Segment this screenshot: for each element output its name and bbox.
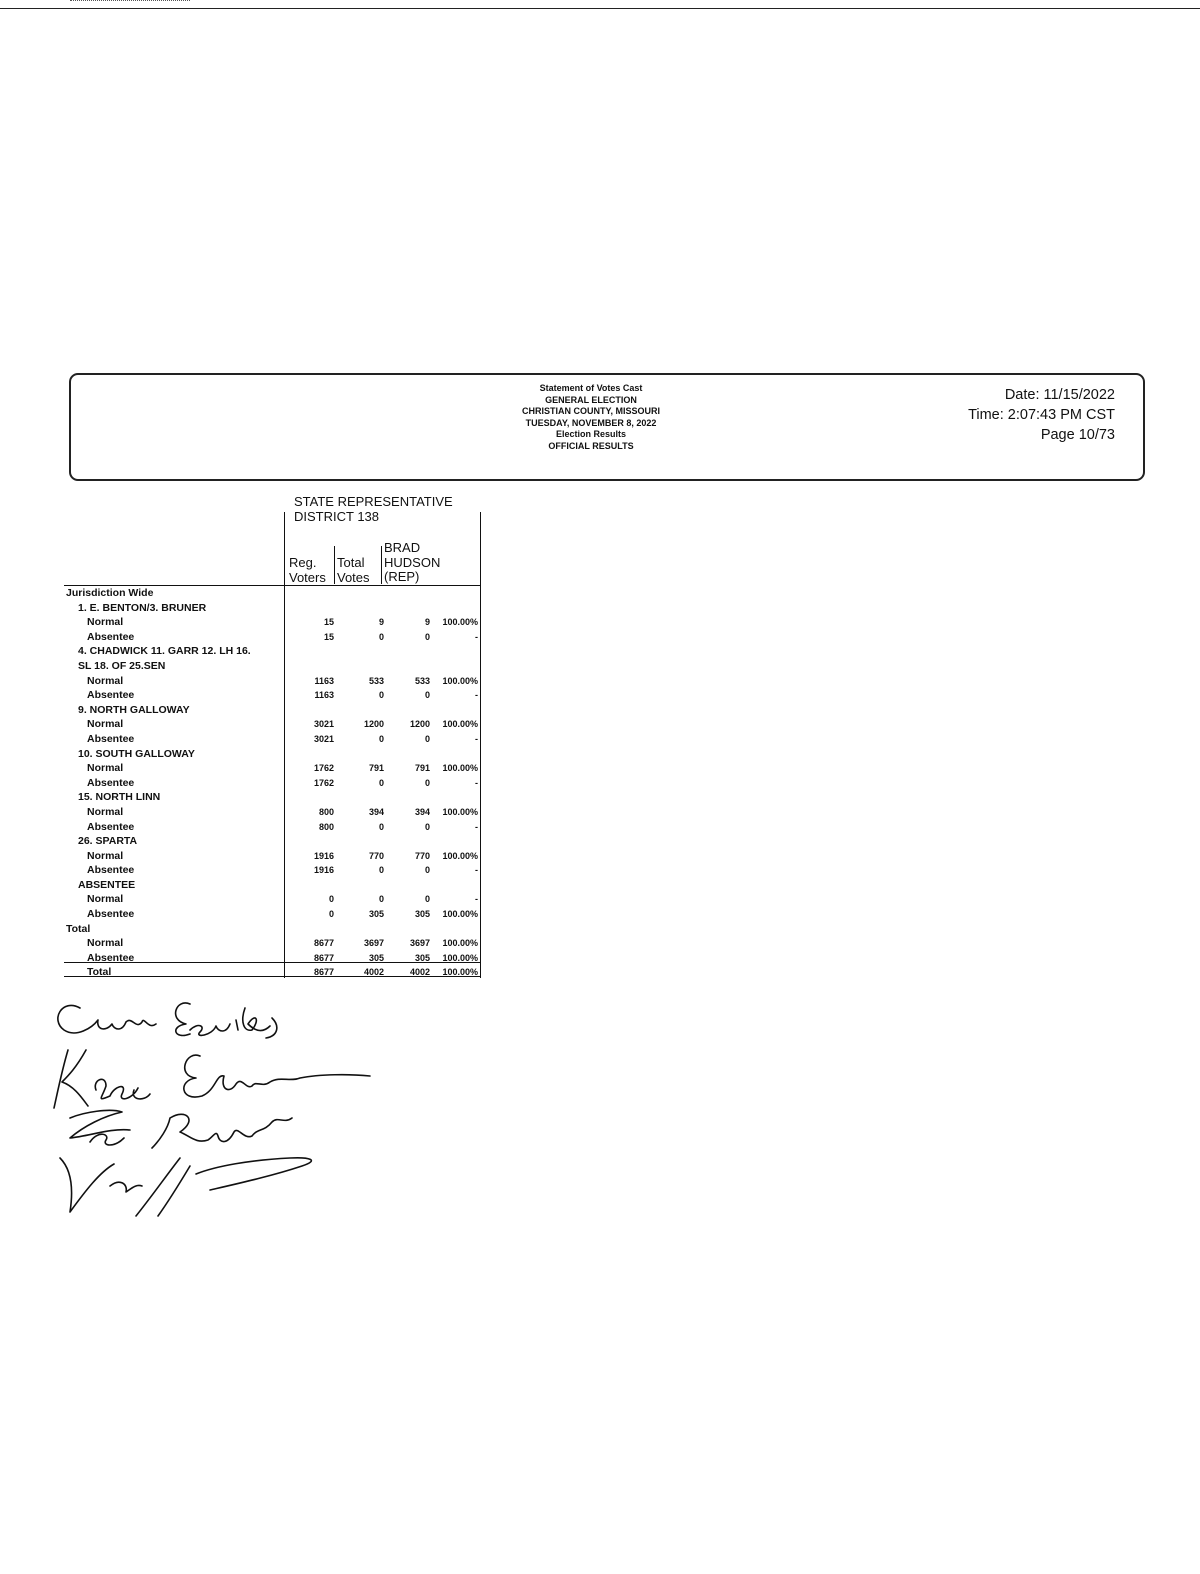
report-header-box — [69, 373, 1145, 481]
percent-cell: - — [475, 690, 478, 701]
table-row — [0, 688, 490, 703]
report-title-block — [501, 383, 681, 452]
percent-cell: 100.00% — [442, 850, 478, 861]
percent-cell: 100.00% — [442, 675, 478, 686]
table-row — [0, 936, 490, 951]
table-row — [0, 615, 490, 630]
row-label: 26. SPARTA — [78, 835, 138, 848]
signatures — [40, 990, 380, 1230]
table-row — [0, 849, 490, 864]
total-votes-cell: 533 — [368, 675, 384, 686]
total-votes-cell: 0 — [378, 821, 384, 832]
column-header-total-votes — [337, 556, 370, 585]
column-header-text: BRAD — [384, 540, 421, 555]
table-row — [0, 761, 490, 776]
candidate-votes-cell: 0 — [424, 821, 430, 832]
percent-cell: 100.00% — [442, 967, 478, 978]
percent-cell: 100.00% — [442, 719, 478, 730]
total-votes-cell: 9 — [378, 617, 384, 628]
reg-voters-cell: 15 — [323, 631, 334, 642]
row-label: 15. NORTH LINN — [78, 791, 161, 804]
reg-voters-cell: 1762 — [313, 777, 334, 788]
candidate-votes-cell: 0 — [424, 865, 430, 876]
row-label: Absentee — [87, 630, 135, 643]
percent-cell: - — [475, 894, 478, 905]
total-votes-cell: 791 — [368, 763, 384, 774]
row-label: Normal — [87, 762, 124, 775]
total-votes-cell: 3697 — [363, 938, 384, 949]
table-row — [0, 863, 490, 878]
reg-voters-cell: 1916 — [313, 850, 334, 861]
report-title-line: Election Results — [555, 429, 627, 439]
column-header-text: Reg. — [289, 555, 317, 570]
column-header-reg-voters — [289, 556, 326, 585]
percent-cell: - — [475, 821, 478, 832]
column-header-candidate — [384, 541, 440, 585]
signature-3 — [70, 1110, 292, 1148]
percent-cell: 100.00% — [442, 909, 478, 920]
reg-voters-cell: 1163 — [314, 690, 334, 701]
report-time: Time: 2:07:43 PM CST — [968, 407, 1115, 423]
reg-voters-cell: 1762 — [313, 763, 334, 774]
row-label: Absentee — [87, 864, 135, 877]
total-votes-cell: 0 — [378, 894, 384, 905]
row-label: Absentee — [87, 689, 135, 702]
table-group-row — [0, 878, 490, 893]
table-row — [0, 951, 490, 966]
percent-cell: 100.00% — [442, 763, 478, 774]
row-label: Absentee — [87, 951, 135, 964]
candidate-votes-cell: 0 — [424, 690, 430, 701]
column-header-text: HUDSON — [384, 554, 441, 570]
table-row — [0, 805, 490, 820]
total-votes-cell: 0 — [378, 733, 384, 744]
report-date: Date: 11/15/2022 — [1004, 387, 1115, 403]
results-table — [0, 586, 490, 980]
total-votes-cell: 0 — [378, 777, 384, 788]
row-label: Normal — [87, 616, 124, 629]
candidate-votes-cell: 305 — [414, 952, 430, 963]
percent-cell: - — [475, 777, 478, 788]
table-group-row — [0, 601, 490, 616]
report-title-line: CHRISTIAN COUNTY, MISSOURI — [521, 406, 660, 416]
table-group-row — [0, 747, 490, 762]
signature-4 — [60, 1158, 311, 1216]
total-votes-cell: 0 — [378, 690, 384, 701]
total-votes-cell: 0 — [378, 865, 384, 876]
column-header-text: Total — [337, 555, 365, 570]
reg-voters-cell: 8677 — [313, 952, 334, 963]
contest-title-line: STATE REPRESENTATIVE — [294, 494, 453, 509]
row-label: Normal — [87, 893, 124, 906]
signature-1 — [58, 1003, 277, 1038]
total-votes-cell: 1200 — [363, 719, 384, 730]
percent-cell: 100.00% — [442, 938, 478, 949]
table-group-row — [0, 922, 490, 937]
table-row — [0, 717, 490, 732]
percent-cell: - — [475, 733, 478, 744]
row-label: Total — [66, 922, 91, 935]
table-row — [0, 907, 490, 922]
row-label: Normal — [87, 805, 124, 818]
candidate-votes-cell: 0 — [424, 894, 430, 905]
table-group-row — [0, 659, 490, 674]
row-label: Normal — [87, 718, 124, 731]
candidate-votes-cell: 0 — [424, 631, 430, 642]
row-label: ABSENTEE — [78, 878, 136, 891]
column-divider — [381, 546, 382, 584]
total-votes-cell: 4002 — [363, 967, 384, 978]
table-row — [0, 674, 490, 689]
candidate-votes-cell: 0 — [424, 733, 430, 744]
scan-top-rule — [0, 8, 1200, 9]
row-label: SL 18. OF 25.SEN — [78, 659, 166, 672]
candidate-votes-cell: 0 — [424, 777, 430, 788]
row-label: 10. SOUTH GALLOWAY — [78, 747, 195, 760]
table-row — [0, 892, 490, 907]
candidate-votes-cell: 3697 — [409, 938, 430, 949]
report-title-line: Statement of Votes Cast — [539, 383, 643, 393]
percent-cell: 100.00% — [442, 617, 478, 628]
row-label: Absentee — [87, 908, 135, 921]
row-label: 9. NORTH GALLOWAY — [78, 703, 190, 716]
reg-voters-cell: 0 — [328, 894, 334, 905]
reg-voters-cell: 1916 — [313, 865, 334, 876]
reg-voters-cell: 800 — [318, 821, 334, 832]
reg-voters-cell: 8677 — [313, 967, 334, 978]
candidate-votes-cell: 394 — [414, 806, 430, 817]
row-label: Normal — [87, 849, 124, 862]
reg-voters-cell: 1163 — [314, 675, 334, 686]
candidate-votes-cell: 305 — [414, 909, 430, 920]
row-label: Absentee — [87, 732, 135, 745]
candidate-votes-cell: 1200 — [409, 719, 430, 730]
table-row — [0, 732, 490, 747]
report-title-line: TUESDAY, NOVEMBER 8, 2022 — [525, 417, 657, 428]
column-header-text: (REP) — [384, 569, 420, 584]
report-title-line: GENERAL ELECTION — [545, 394, 637, 405]
reg-voters-cell: 8677 — [313, 938, 334, 949]
total-votes-cell: 0 — [378, 631, 384, 642]
contest-title-line: DISTRICT 138 — [294, 509, 380, 524]
column-header-text: Voters — [289, 569, 326, 585]
table-group-row — [0, 790, 490, 805]
candidate-votes-cell: 9 — [424, 617, 430, 628]
percent-cell: - — [475, 865, 478, 876]
page-number: Page 10/73 — [1040, 427, 1115, 443]
percent-cell: 100.00% — [442, 952, 478, 963]
report-meta — [968, 385, 1115, 445]
table-group-row — [0, 586, 490, 601]
table-row — [0, 820, 490, 835]
reg-voters-cell: 800 — [318, 806, 334, 817]
table-group-row — [0, 703, 490, 718]
contest-title — [294, 494, 453, 524]
signature-2 — [54, 1050, 370, 1108]
column-header-text: Votes — [337, 569, 370, 585]
table-row — [0, 965, 490, 980]
total-votes-cell: 394 — [368, 806, 384, 817]
reg-voters-cell: 0 — [328, 909, 334, 920]
percent-cell: 100.00% — [442, 806, 478, 817]
reg-voters-cell: 3021 — [313, 719, 334, 730]
row-label: Normal — [87, 937, 124, 950]
table-row — [0, 776, 490, 791]
total-votes-cell: 770 — [368, 850, 384, 861]
row-label: Absentee — [87, 820, 135, 833]
total-votes-cell: 305 — [368, 952, 384, 963]
table-group-row — [0, 644, 490, 659]
scan-artifact — [70, 0, 190, 4]
row-label: Normal — [87, 674, 124, 687]
candidate-votes-cell: 791 — [414, 763, 430, 774]
reg-voters-cell: 15 — [323, 617, 334, 628]
row-label: Absentee — [87, 776, 135, 789]
reg-voters-cell: 3021 — [313, 733, 334, 744]
column-divider — [334, 546, 335, 584]
percent-cell: - — [475, 631, 478, 642]
row-label: 4. CHADWICK 11. GARR 12. LH 16. — [78, 645, 251, 658]
total-votes-cell: 305 — [368, 909, 384, 920]
candidate-votes-cell: 533 — [414, 675, 430, 686]
candidate-votes-cell: 4002 — [409, 967, 430, 978]
row-label: Jurisdiction Wide — [66, 587, 154, 599]
row-label: 1. E. BENTON/3. BRUNER — [78, 601, 207, 614]
row-label: Total — [87, 966, 112, 979]
report-title-line: OFFICIAL RESULTS — [548, 440, 634, 451]
table-group-row — [0, 834, 490, 849]
table-row — [0, 630, 490, 645]
candidate-votes-cell: 770 — [414, 850, 430, 861]
